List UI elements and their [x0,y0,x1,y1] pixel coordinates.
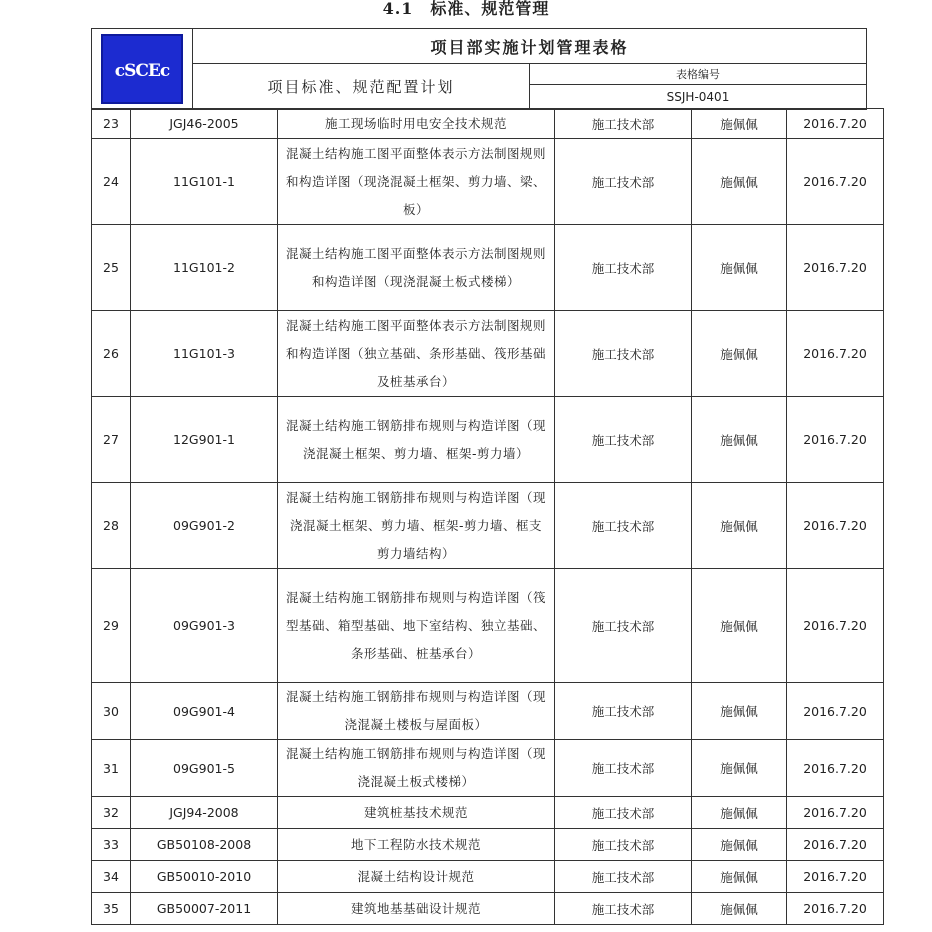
responsible-person: 施佩佩 [692,683,787,740]
standard-code: 11G101-3 [131,311,278,397]
date: 2016.7.20 [787,740,884,797]
table-row [92,893,884,925]
standard-code: 09G901-4 [131,683,278,740]
standard-name: 混凝土结构施工图平面整体表示方法制图规则和构造详图（现浇混凝土板式楼梯） [278,225,555,311]
form-code-value: SSJH-0401 [530,85,867,110]
date: 2016.7.20 [787,483,884,569]
responsible-person: 施佩佩 [692,569,787,683]
row-number: 30 [92,683,131,740]
table-row [92,861,884,893]
date: 2016.7.20 [787,139,884,225]
section-heading: 4.1 标准、规范管理 [382,0,550,18]
department: 施工技术部 [555,569,692,683]
table-row [92,740,884,797]
responsible-person: 施佩佩 [692,311,787,397]
standard-name: 混凝土结构施工钢筋排布规则与构造详图（现浇混凝土框架、剪力墙、框架-剪力墙、框支剪力墙结构） [278,483,555,569]
cscec-logo: cSCEc [101,34,183,104]
standard-name: 混凝土结构施工钢筋排布规则与构造详图（现浇混凝土楼板与屋面板） [278,683,555,740]
table-row [92,829,884,861]
table-row [92,683,884,740]
department: 施工技术部 [555,893,692,925]
standard-code: GB50007-2011 [131,893,278,925]
date: 2016.7.20 [787,829,884,861]
form-header [91,28,867,110]
responsible-person: 施佩佩 [692,397,787,483]
responsible-person: 施佩佩 [692,483,787,569]
standard-code: 09G901-2 [131,483,278,569]
standard-code: 11G101-1 [131,139,278,225]
row-number: 24 [92,139,131,225]
department: 施工技术部 [555,829,692,861]
standard-name: 建筑桩基技术规范 [278,797,555,829]
standard-name: 施工现场临时用电安全技术规范 [278,109,555,139]
department: 施工技术部 [555,740,692,797]
responsible-person: 施佩佩 [692,861,787,893]
standard-name: 混凝土结构施工钢筋排布规则与构造详图（现浇混凝土框架、剪力墙、框架-剪力墙） [278,397,555,483]
date: 2016.7.20 [787,311,884,397]
department: 施工技术部 [555,139,692,225]
row-number: 31 [92,740,131,797]
responsible-person: 施佩佩 [692,139,787,225]
department: 施工技术部 [555,109,692,139]
date: 2016.7.20 [787,797,884,829]
responsible-person: 施佩佩 [692,740,787,797]
department: 施工技术部 [555,311,692,397]
responsible-person: 施佩佩 [692,893,787,925]
standard-name: 混凝土结构施工钢筋排布规则与构造详图（筏型基础、箱型基础、地下室结构、独立基础、条形基础、桩基承台） [278,569,555,683]
standard-name: 地下工程防水技术规范 [278,829,555,861]
table-row [92,225,884,311]
row-number: 27 [92,397,131,483]
department: 施工技术部 [555,683,692,740]
standard-code: JGJ46-2005 [131,109,278,139]
date: 2016.7.20 [787,683,884,740]
logo-cell [92,29,193,110]
date: 2016.7.20 [787,569,884,683]
table-row [92,397,884,483]
standard-code: JGJ94-2008 [131,797,278,829]
date: 2016.7.20 [787,225,884,311]
date: 2016.7.20 [787,397,884,483]
standard-name: 混凝土结构施工钢筋排布规则与构造详图（现浇混凝土板式楼梯） [278,740,555,797]
department: 施工技术部 [555,861,692,893]
form-code-label: 表格编号 [530,64,867,85]
department: 施工技术部 [555,797,692,829]
form-subtitle: 项目标准、规范配置计划 [193,64,530,110]
standard-code: GB50010-2010 [131,861,278,893]
responsible-person: 施佩佩 [692,829,787,861]
row-number: 34 [92,861,131,893]
row-number: 29 [92,569,131,683]
table-row [92,139,884,225]
row-number: 32 [92,797,131,829]
date: 2016.7.20 [787,861,884,893]
date: 2016.7.20 [787,109,884,139]
responsible-person: 施佩佩 [692,109,787,139]
standard-code: 11G101-2 [131,225,278,311]
table-row [92,311,884,397]
standards-table [91,108,884,925]
responsible-person: 施佩佩 [692,225,787,311]
table-row [92,797,884,829]
row-number: 23 [92,109,131,139]
table-row [92,483,884,569]
table-row [92,109,884,139]
standard-code: 09G901-5 [131,740,278,797]
row-number: 25 [92,225,131,311]
form-title: 项目部实施计划管理表格 [193,29,867,64]
standard-code: 12G901-1 [131,397,278,483]
standard-code: 09G901-3 [131,569,278,683]
standard-name: 建筑地基基础设计规范 [278,893,555,925]
row-number: 35 [92,893,131,925]
department: 施工技术部 [555,225,692,311]
row-number: 26 [92,311,131,397]
standard-name: 混凝土结构施工图平面整体表示方法制图规则和构造详图（现浇混凝土框架、剪力墙、梁、板） [278,139,555,225]
responsible-person: 施佩佩 [692,797,787,829]
table-row [92,569,884,683]
department: 施工技术部 [555,483,692,569]
date: 2016.7.20 [787,893,884,925]
row-number: 33 [92,829,131,861]
standard-code: GB50108-2008 [131,829,278,861]
row-number: 28 [92,483,131,569]
department: 施工技术部 [555,397,692,483]
standard-name: 混凝土结构施工图平面整体表示方法制图规则和构造详图（独立基础、条形基础、筏形基础及桩基承台） [278,311,555,397]
standard-name: 混凝土结构设计规范 [278,861,555,893]
